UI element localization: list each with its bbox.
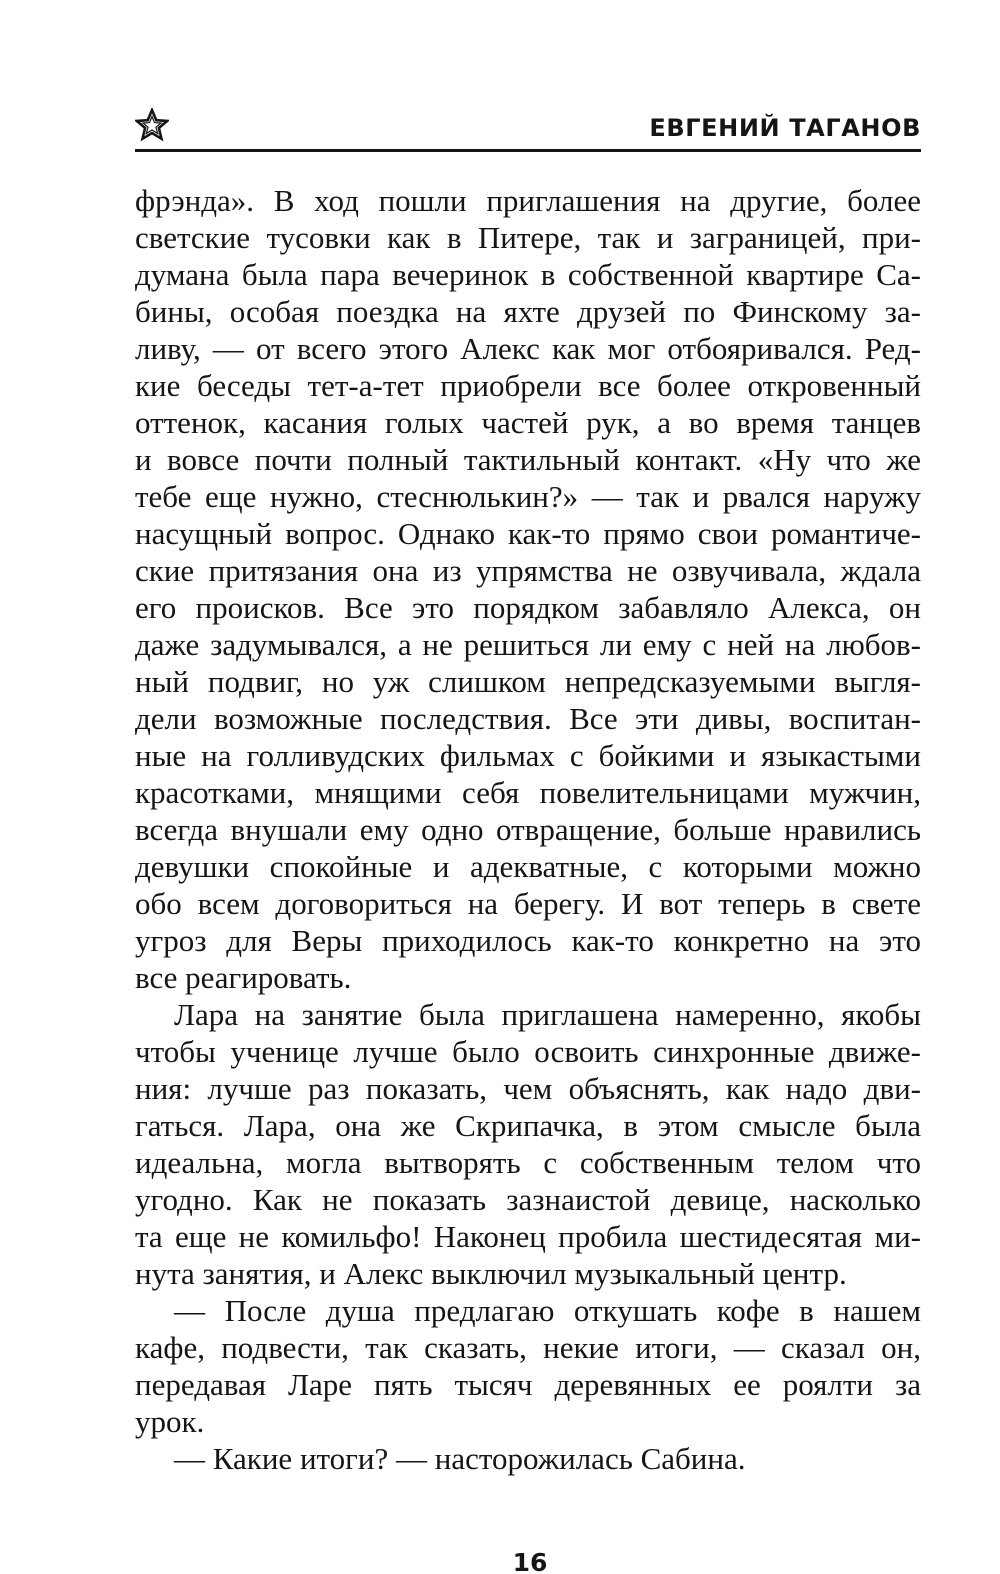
- author-name: ЕВГЕНИЙ ТАГАНОВ: [649, 114, 921, 142]
- text-line: все реагировать.: [135, 960, 352, 995]
- text-line: ские притязания она из упрямства не озвучивала, ждала: [135, 553, 921, 588]
- text-line: ния: лучше раз показать, чем объяснять, как надо дви-: [135, 1071, 921, 1106]
- paragraph: [135, 182, 921, 996]
- star-outline-icon: [135, 108, 169, 142]
- text-line: угроз для Веры приходилось как-то конкретно на это: [135, 923, 921, 958]
- paragraph: [135, 996, 921, 1292]
- text-line: гаться. Лара, она же Скрипачка, в этом смысле была: [135, 1108, 921, 1143]
- text-line: светские тусовки как в Питере, так и заграницей, при-: [135, 220, 921, 255]
- text-line: бины, особая поездка на яхте друзей по Финскому за-: [135, 294, 921, 329]
- running-header: [135, 104, 921, 150]
- text-line: Лара на занятие была приглашена намеренно, якобы: [174, 997, 921, 1032]
- paragraph: [135, 1440, 921, 1477]
- text-line: оттенок, касания голых частей рук, а во время танцев: [135, 405, 921, 440]
- text-line: даже задумывался, а не решиться ли ему с ней на любов-: [135, 627, 921, 662]
- text-line: кие беседы тет-а-тет приобрели все более откровенный: [135, 368, 921, 403]
- text-line: угодно. Как не показать зазнаистой девице, насколько: [135, 1182, 921, 1217]
- text-line: идеальна, могла вытворять с собственным телом что: [135, 1145, 921, 1180]
- text-line: насущный вопрос. Однако как-то прямо свои романтиче-: [135, 516, 921, 551]
- text-line: кафе, подвести, так сказать, некие итоги, — сказал он,: [135, 1330, 921, 1365]
- text-line: чтобы ученице лучше было освоить синхронные движе-: [135, 1034, 921, 1069]
- text-line: та еще не комильфо! Наконец пробила шестидесятая ми-: [135, 1219, 921, 1254]
- header-rule: [135, 149, 921, 152]
- text-line: передавая Ларе пять тысяч деревянных ее роялти за: [135, 1367, 921, 1402]
- text-line: думана была пара вечеринок в собственной квартире Са-: [135, 257, 921, 292]
- text-line: тебе еще нужно, стеснюлькин?» — так и рвался наружу: [135, 479, 921, 514]
- text-line: его происков. Все это порядком забавляло Алекса, он: [135, 590, 921, 625]
- text-line: фрэнда». В ход пошли приглашения на другие, более: [135, 183, 921, 218]
- paragraph: [135, 1292, 921, 1440]
- text-line: ный подвиг, но уж слишком непредсказуемыми выгля-: [135, 664, 921, 699]
- text-line: урок.: [135, 1404, 205, 1439]
- text-line: ные на голливудских фильмах с бойкими и языкастыми: [135, 738, 921, 773]
- text-line: и вовсе почти полный тактильный контакт. «Ну что же: [135, 442, 921, 477]
- text-line: девушки спокойные и адекватные, с которыми можно: [135, 849, 921, 884]
- text-line: обо всем договориться на берегу. И вот теперь в свете: [135, 886, 921, 921]
- text-line: дели возможные последствия. Все эти дивы, воспитан-: [135, 701, 921, 736]
- text-line: — После душа предлагаю откушать кофе в нашем: [174, 1293, 921, 1328]
- text-line: красотками, мнящими себя повелительницами мужчин,: [135, 775, 921, 810]
- text-line: ливу, — от всего этого Алекс как мог отбояривался. Ред-: [135, 331, 921, 366]
- page-number: 16: [512, 1548, 548, 1574]
- body-text: [135, 182, 921, 1477]
- text-line: — Какие итоги? — насторожилась Сабина.: [174, 1441, 746, 1476]
- text-line: всегда внушали ему одно отвращение, больше нравились: [135, 812, 921, 847]
- text-line: нута занятия, и Алекс выключил музыкальный центр.: [135, 1256, 847, 1291]
